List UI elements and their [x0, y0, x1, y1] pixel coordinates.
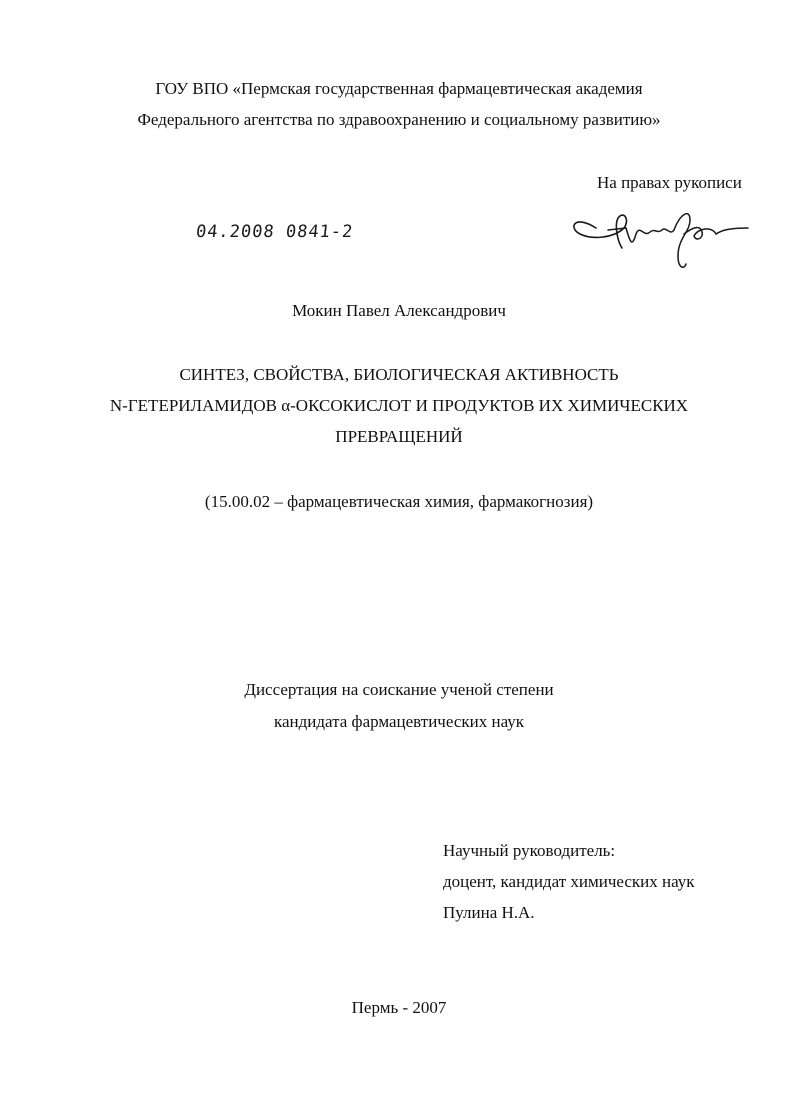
institution-line-2: Федерального агентства по здравоохранению и социальному развитию» [137, 110, 661, 129]
supervisor-position: доцент, кандидат химических наук [443, 872, 695, 891]
supervisor-label: Научный руководитель: [443, 841, 616, 860]
degree-line-1: Диссертация на соискание ученой степени [244, 680, 554, 699]
author-name: Мокин Павел Александрович [292, 301, 506, 320]
city-year: Пермь - 2007 [351, 998, 447, 1017]
title-line-1: СИНТЕЗ, СВОЙСТВА, БИОЛОГИЧЕСКАЯ АКТИВНОСТЬ [179, 365, 619, 384]
rights-note: На правах рукописи [597, 173, 742, 192]
specialty-code: (15.00.02 – фармацевтическая химия, фармакогнозия) [204, 492, 594, 511]
institution-line-1: ГОУ ВПО «Пермская государственная фармацевтическая академия [155, 79, 643, 98]
archive-stamp: 04.2008 0841-2 [194, 222, 355, 242]
title-line-2: N-ГЕТЕРИЛАМИДОВ α-ОКСОКИСЛОТ И ПРОДУКТОВ ИХ ХИМИЧЕСКИХ [109, 396, 689, 415]
supervisor-name: Пулина Н.А. [443, 903, 535, 922]
title-line-3: ПРЕВРАЩЕНИЙ [335, 427, 463, 446]
degree-line-2: кандидата фармацевтических наук [273, 712, 525, 731]
handwritten-signature [566, 198, 756, 274]
